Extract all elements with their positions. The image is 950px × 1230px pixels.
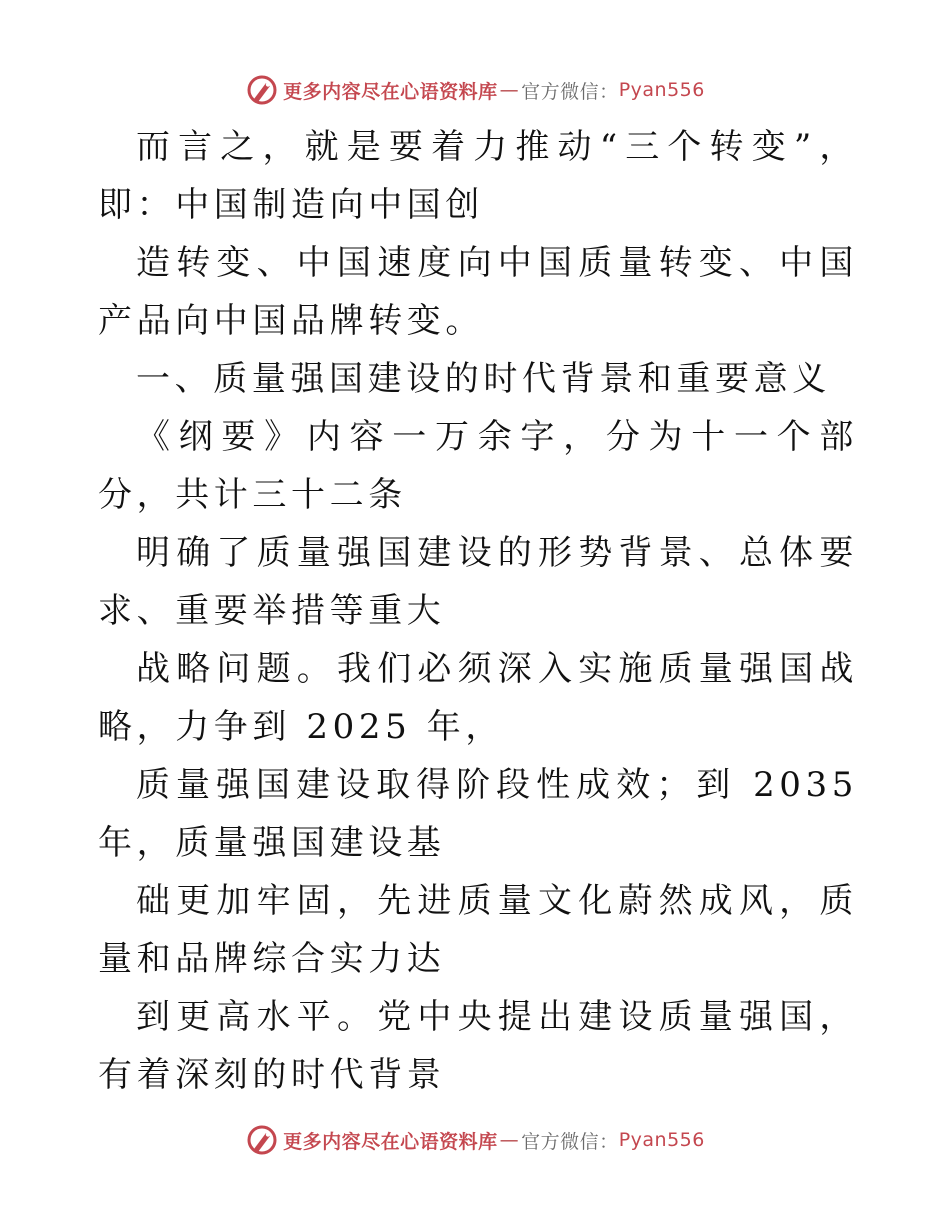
paragraph: 明确了质量强国建设的形势背景、总体要求、重要举措等重大 [98,533,858,631]
paragraph: 《纲要》内容一万余字，分为十一个部分，共计三十二条 [98,417,858,515]
paragraph: 到更高水平。党中央提出建设质量强国，有着深刻的时代背景 [98,997,858,1095]
section-heading: 一、质量强国建设的时代背景和重要意义 [136,359,831,399]
watermark-wechat-id: Pyan556 [618,1129,705,1151]
paragraph: 而言之，就是要着力推动“三个转变”，即：中国制造向中国创 [98,127,858,225]
watermark-wechat-label: 官方微信： [521,1130,619,1153]
watermark-brand: 更多内容尽在心语资料库 [283,1130,498,1153]
red-pen-seal-icon [245,1123,279,1157]
header-watermark [0,70,950,110]
watermark-separator: — [499,79,520,101]
watermark-wechat-label: 官方微信： [521,80,619,103]
paragraph: 战略问题。我们必须深入实施质量强国战略，力争到 2025 年， [98,649,858,747]
paragraph: 造转变、中国速度向中国质量转变、中国产品向中国品牌转变。 [98,243,858,341]
paragraph: 础更加牢固，先进质量文化蔚然成风，质量和品牌综合实力达 [98,881,858,979]
paragraph: 质量强国建设取得阶段性成效；到 2035 年，质量强国建设基 [98,765,874,863]
footer-watermark [0,1120,950,1160]
watermark-wechat-id: Pyan556 [618,79,705,101]
document-body [98,118,874,1104]
red-pen-seal-icon [245,73,279,107]
watermark-separator: — [499,1129,520,1151]
watermark-brand: 更多内容尽在心语资料库 [283,80,498,103]
